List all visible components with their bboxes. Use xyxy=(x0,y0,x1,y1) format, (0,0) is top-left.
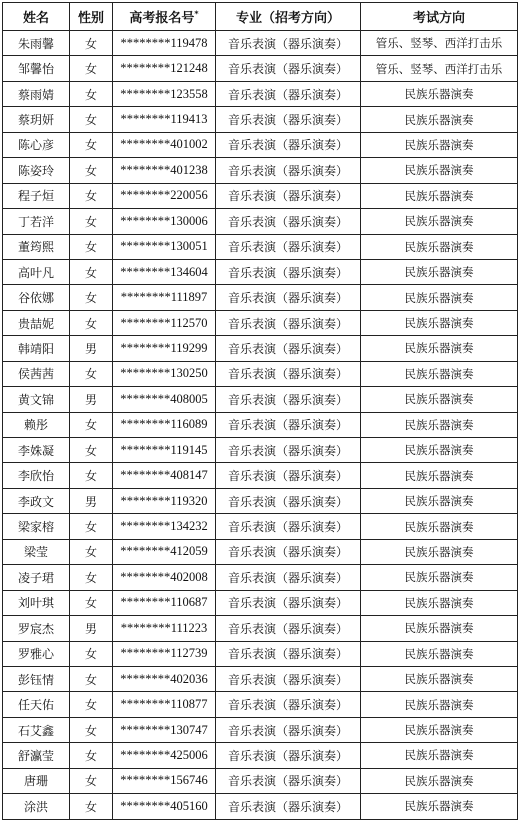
cell-exam-id: ********110687 xyxy=(113,590,216,615)
cell-exam-id: ********121248 xyxy=(113,56,216,81)
cell-exam-direction: 民族乐器演奏 xyxy=(361,438,518,463)
cell-exam-id: ********412059 xyxy=(113,539,216,564)
cell-name: 陈心彦 xyxy=(3,132,70,157)
cell-exam-id: ********134232 xyxy=(113,514,216,539)
cell-name: 舒瀛莹 xyxy=(3,743,70,768)
cell-major: 音乐表演（器乐演奏） xyxy=(216,107,361,132)
header-gender: 性别 xyxy=(70,3,113,31)
cell-name: 侯茜茜 xyxy=(3,361,70,386)
cell-exam-direction: 管乐、竖琴、西洋打击乐 xyxy=(361,31,518,56)
cell-exam-direction: 民族乐器演奏 xyxy=(361,387,518,412)
cell-name: 赖彤 xyxy=(3,412,70,437)
cell-name: 梁莹 xyxy=(3,539,70,564)
cell-major: 音乐表演（器乐演奏） xyxy=(216,234,361,259)
cell-gender: 女 xyxy=(70,183,113,208)
table-row xyxy=(3,590,518,615)
cell-gender: 女 xyxy=(70,158,113,183)
table-row xyxy=(3,81,518,106)
cell-exam-id: ********112739 xyxy=(113,641,216,666)
table-row xyxy=(3,565,518,590)
cell-major: 音乐表演（器乐演奏） xyxy=(216,692,361,717)
table-row xyxy=(3,285,518,310)
cell-exam-id: ********119478 xyxy=(113,31,216,56)
table-row xyxy=(3,31,518,56)
cell-name: 梁家榕 xyxy=(3,514,70,539)
cell-major: 音乐表演（器乐演奏） xyxy=(216,209,361,234)
table-row xyxy=(3,412,518,437)
table-row xyxy=(3,259,518,284)
cell-exam-id: ********130747 xyxy=(113,717,216,742)
cell-major: 音乐表演（器乐演奏） xyxy=(216,56,361,81)
cell-name: 刘叶琪 xyxy=(3,590,70,615)
cell-gender: 女 xyxy=(70,717,113,742)
table-row xyxy=(3,183,518,208)
cell-exam-id: ********405160 xyxy=(113,794,216,819)
header-major: 专业（招考方向） xyxy=(216,3,361,31)
cell-gender: 女 xyxy=(70,692,113,717)
cell-exam-direction: 民族乐器演奏 xyxy=(361,514,518,539)
cell-name: 李姝凝 xyxy=(3,438,70,463)
cell-exam-id: ********119320 xyxy=(113,488,216,513)
cell-gender: 女 xyxy=(70,666,113,691)
cell-major: 音乐表演（器乐演奏） xyxy=(216,590,361,615)
cell-gender: 女 xyxy=(70,56,113,81)
cell-exam-id: ********408005 xyxy=(113,387,216,412)
table-row xyxy=(3,692,518,717)
header-exam-direction: 考试方向 xyxy=(361,3,518,31)
cell-exam-id: ********123558 xyxy=(113,81,216,106)
table-row xyxy=(3,310,518,335)
cell-exam-direction: 民族乐器演奏 xyxy=(361,234,518,259)
cell-gender: 女 xyxy=(70,641,113,666)
cell-exam-id: ********401238 xyxy=(113,158,216,183)
cell-name: 涂洪 xyxy=(3,794,70,819)
table-row xyxy=(3,666,518,691)
cell-exam-direction: 民族乐器演奏 xyxy=(361,285,518,310)
table-row xyxy=(3,438,518,463)
cell-name: 蔡玥妍 xyxy=(3,107,70,132)
cell-gender: 女 xyxy=(70,310,113,335)
cell-exam-direction: 民族乐器演奏 xyxy=(361,310,518,335)
cell-exam-direction: 民族乐器演奏 xyxy=(361,209,518,234)
cell-exam-id: ********111897 xyxy=(113,285,216,310)
cell-exam-direction: 民族乐器演奏 xyxy=(361,412,518,437)
table-row xyxy=(3,209,518,234)
cell-exam-direction: 民族乐器演奏 xyxy=(361,794,518,819)
cell-gender: 男 xyxy=(70,616,113,641)
cell-name: 凌子珺 xyxy=(3,565,70,590)
cell-gender: 女 xyxy=(70,565,113,590)
header-exam-id-marker: * xyxy=(194,9,199,19)
cell-major: 音乐表演（器乐演奏） xyxy=(216,31,361,56)
table-row xyxy=(3,641,518,666)
cell-major: 音乐表演（器乐演奏） xyxy=(216,259,361,284)
cell-name: 罗宸杰 xyxy=(3,616,70,641)
cell-gender: 女 xyxy=(70,361,113,386)
cell-gender: 女 xyxy=(70,81,113,106)
cell-name: 罗雅心 xyxy=(3,641,70,666)
cell-exam-direction: 民族乐器演奏 xyxy=(361,539,518,564)
cell-major: 音乐表演（器乐演奏） xyxy=(216,81,361,106)
cell-gender: 女 xyxy=(70,234,113,259)
cell-exam-id: ********402036 xyxy=(113,666,216,691)
cell-name: 石艾鑫 xyxy=(3,717,70,742)
cell-exam-id: ********134604 xyxy=(113,259,216,284)
cell-exam-direction: 民族乐器演奏 xyxy=(361,590,518,615)
cell-name: 黄文锦 xyxy=(3,387,70,412)
cell-gender: 女 xyxy=(70,590,113,615)
cell-gender: 女 xyxy=(70,259,113,284)
cell-name: 陈姿玲 xyxy=(3,158,70,183)
cell-name: 唐珊 xyxy=(3,768,70,793)
table-row xyxy=(3,387,518,412)
cell-gender: 女 xyxy=(70,285,113,310)
cell-exam-direction: 民族乐器演奏 xyxy=(361,488,518,513)
cell-exam-direction: 民族乐器演奏 xyxy=(361,81,518,106)
table-row xyxy=(3,616,518,641)
cell-exam-id: ********116089 xyxy=(113,412,216,437)
table-row xyxy=(3,56,518,81)
cell-gender: 女 xyxy=(70,514,113,539)
table-header-row xyxy=(3,3,518,31)
table-row xyxy=(3,158,518,183)
cell-major: 音乐表演（器乐演奏） xyxy=(216,336,361,361)
cell-exam-id: ********408147 xyxy=(113,463,216,488)
cell-major: 音乐表演（器乐演奏） xyxy=(216,361,361,386)
cell-exam-direction: 民族乐器演奏 xyxy=(361,259,518,284)
cell-name: 董筠熙 xyxy=(3,234,70,259)
cell-gender: 女 xyxy=(70,412,113,437)
table-row xyxy=(3,234,518,259)
cell-exam-id: ********220056 xyxy=(113,183,216,208)
table-row xyxy=(3,743,518,768)
table-row xyxy=(3,463,518,488)
table-row xyxy=(3,514,518,539)
cell-exam-direction: 民族乐器演奏 xyxy=(361,183,518,208)
cell-name: 韩靖阳 xyxy=(3,336,70,361)
cell-exam-direction: 民族乐器演奏 xyxy=(361,743,518,768)
admission-list-table xyxy=(2,2,518,820)
cell-exam-direction: 管乐、竖琴、西洋打击乐 xyxy=(361,56,518,81)
cell-exam-direction: 民族乐器演奏 xyxy=(361,158,518,183)
cell-major: 音乐表演（器乐演奏） xyxy=(216,463,361,488)
cell-exam-id: ********402008 xyxy=(113,565,216,590)
cell-exam-id: ********130250 xyxy=(113,361,216,386)
cell-major: 音乐表演（器乐演奏） xyxy=(216,310,361,335)
cell-name: 朱雨馨 xyxy=(3,31,70,56)
table-row xyxy=(3,488,518,513)
cell-gender: 女 xyxy=(70,438,113,463)
cell-exam-direction: 民族乐器演奏 xyxy=(361,565,518,590)
cell-major: 音乐表演（器乐演奏） xyxy=(216,132,361,157)
cell-gender: 女 xyxy=(70,132,113,157)
cell-name: 邹馨怡 xyxy=(3,56,70,81)
cell-name: 程子烜 xyxy=(3,183,70,208)
header-exam-id-label: 高考报名号 xyxy=(129,11,195,26)
cell-major: 音乐表演（器乐演奏） xyxy=(216,565,361,590)
cell-gender: 女 xyxy=(70,463,113,488)
cell-exam-id: ********425006 xyxy=(113,743,216,768)
cell-exam-direction: 民族乐器演奏 xyxy=(361,463,518,488)
cell-exam-direction: 民族乐器演奏 xyxy=(361,768,518,793)
table-row xyxy=(3,539,518,564)
cell-exam-id: ********112570 xyxy=(113,310,216,335)
cell-name: 任天佑 xyxy=(3,692,70,717)
cell-major: 音乐表演（器乐演奏） xyxy=(216,412,361,437)
cell-name: 贵喆妮 xyxy=(3,310,70,335)
table-row xyxy=(3,361,518,386)
cell-name: 谷依娜 xyxy=(3,285,70,310)
cell-major: 音乐表演（器乐演奏） xyxy=(216,743,361,768)
cell-gender: 男 xyxy=(70,488,113,513)
cell-major: 音乐表演（器乐演奏） xyxy=(216,666,361,691)
cell-major: 音乐表演（器乐演奏） xyxy=(216,641,361,666)
cell-exam-direction: 民族乐器演奏 xyxy=(361,666,518,691)
cell-gender: 男 xyxy=(70,387,113,412)
cell-exam-direction: 民族乐器演奏 xyxy=(361,132,518,157)
cell-gender: 女 xyxy=(70,107,113,132)
cell-name: 彭钰情 xyxy=(3,666,70,691)
table-row xyxy=(3,768,518,793)
cell-gender: 女 xyxy=(70,31,113,56)
cell-exam-direction: 民族乐器演奏 xyxy=(361,361,518,386)
cell-exam-id: ********130006 xyxy=(113,209,216,234)
cell-major: 音乐表演（器乐演奏） xyxy=(216,717,361,742)
cell-exam-id: ********130051 xyxy=(113,234,216,259)
header-name: 姓名 xyxy=(3,3,70,31)
cell-exam-id: ********401002 xyxy=(113,132,216,157)
cell-exam-id: ********110877 xyxy=(113,692,216,717)
cell-name: 李欣怡 xyxy=(3,463,70,488)
cell-exam-direction: 民族乐器演奏 xyxy=(361,641,518,666)
cell-exam-direction: 民族乐器演奏 xyxy=(361,692,518,717)
header-exam-id xyxy=(113,3,216,31)
cell-exam-direction: 民族乐器演奏 xyxy=(361,336,518,361)
cell-major: 音乐表演（器乐演奏） xyxy=(216,158,361,183)
cell-exam-direction: 民族乐器演奏 xyxy=(361,717,518,742)
cell-major: 音乐表演（器乐演奏） xyxy=(216,387,361,412)
cell-major: 音乐表演（器乐演奏） xyxy=(216,768,361,793)
cell-major: 音乐表演（器乐演奏） xyxy=(216,794,361,819)
cell-major: 音乐表演（器乐演奏） xyxy=(216,539,361,564)
cell-gender: 女 xyxy=(70,209,113,234)
cell-name: 蔡雨婧 xyxy=(3,81,70,106)
table-row xyxy=(3,132,518,157)
cell-name: 高叶凡 xyxy=(3,259,70,284)
cell-exam-direction: 民族乐器演奏 xyxy=(361,616,518,641)
table-row xyxy=(3,794,518,819)
cell-exam-id: ********156746 xyxy=(113,768,216,793)
cell-name: 李政文 xyxy=(3,488,70,513)
cell-exam-direction: 民族乐器演奏 xyxy=(361,107,518,132)
cell-exam-id: ********119145 xyxy=(113,438,216,463)
table-row xyxy=(3,336,518,361)
cell-major: 音乐表演（器乐演奏） xyxy=(216,183,361,208)
table-row xyxy=(3,717,518,742)
cell-major: 音乐表演（器乐演奏） xyxy=(216,285,361,310)
table-body xyxy=(3,31,518,820)
cell-name: 丁若洋 xyxy=(3,209,70,234)
cell-gender: 女 xyxy=(70,768,113,793)
cell-gender: 女 xyxy=(70,743,113,768)
cell-exam-id: ********119413 xyxy=(113,107,216,132)
cell-major: 音乐表演（器乐演奏） xyxy=(216,438,361,463)
cell-exam-id: ********111223 xyxy=(113,616,216,641)
cell-major: 音乐表演（器乐演奏） xyxy=(216,514,361,539)
cell-major: 音乐表演（器乐演奏） xyxy=(216,488,361,513)
table-row xyxy=(3,107,518,132)
cell-gender: 男 xyxy=(70,336,113,361)
cell-exam-id: ********119299 xyxy=(113,336,216,361)
cell-gender: 女 xyxy=(70,794,113,819)
cell-major: 音乐表演（器乐演奏） xyxy=(216,616,361,641)
cell-gender: 女 xyxy=(70,539,113,564)
